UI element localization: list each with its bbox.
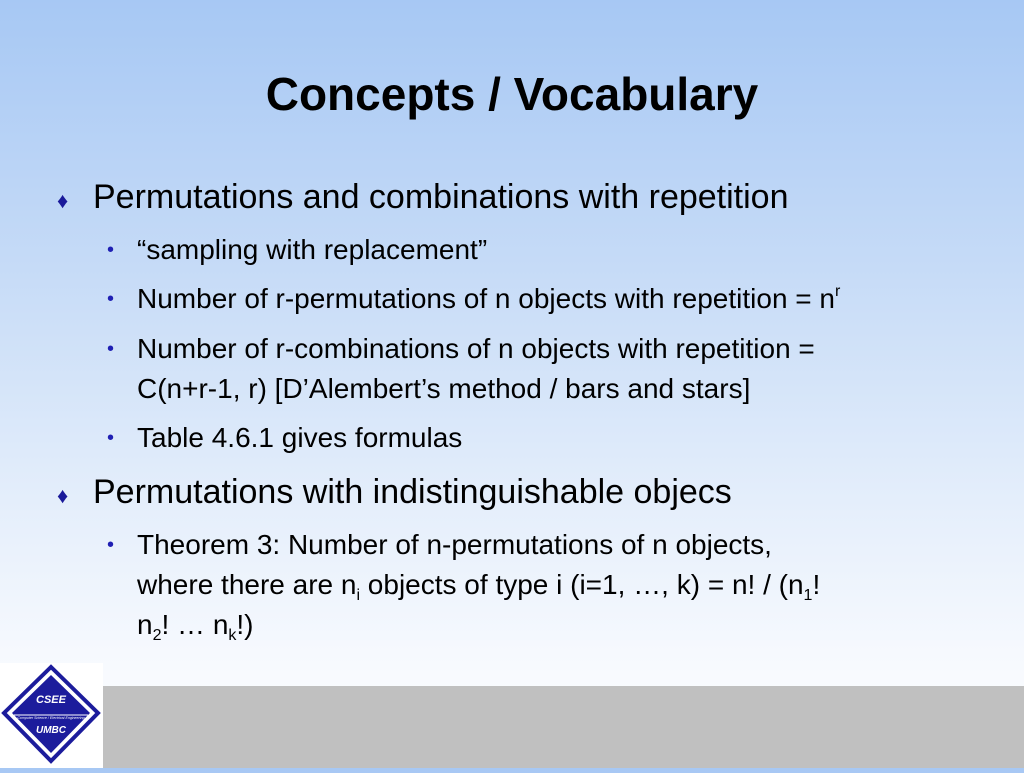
- sub-bullet-text: “sampling with replacement”: [137, 234, 488, 265]
- bullet-1: [57, 177, 993, 217]
- theorem-line-1: Theorem 3: Number of n-permutations of n objects,: [137, 529, 772, 560]
- theorem-text: n: [137, 609, 153, 640]
- sub-bullet-text: Table 4.6.1 gives formulas: [137, 422, 463, 453]
- dot-bullet-icon: •: [107, 427, 115, 449]
- theorem-text: where there are n: [137, 569, 357, 600]
- dot-bullet-icon: •: [107, 534, 115, 556]
- slide-title: Concepts / Vocabulary: [265, 68, 759, 120]
- sub-bullet-2: [107, 279, 977, 319]
- theorem-text: objects of type i (i=1, …, k) = n! / (n: [360, 569, 804, 600]
- theorem-line-2: [137, 569, 821, 604]
- bullet-2: [57, 472, 993, 512]
- logo-top-text: CSEE: [36, 694, 66, 706]
- logo-middle-text: Computer Science / Electrical Engineering: [17, 716, 85, 720]
- superscript-r: r: [835, 283, 841, 300]
- csee-umbc-logo: [0, 663, 103, 768]
- bullet-2-text: Permutations with indistinguishable objecs: [93, 473, 732, 511]
- dot-bullet-icon: •: [107, 239, 115, 261]
- logo-diamond-icon: [0, 663, 103, 768]
- dot-bullet-icon: •: [107, 288, 115, 310]
- subscript-1: 1: [803, 587, 813, 604]
- sub-bullet-3: [107, 329, 977, 409]
- sub-bullet-theorem: [107, 525, 977, 645]
- subscript-k: k: [228, 627, 237, 644]
- sub-bullet-text-cont: C(n+r-1, r) [D’Alembert’s method / bars and stars]: [137, 373, 751, 404]
- sub-bullet-4: [107, 418, 977, 458]
- sub-bullet-text: Number of r-permutations of n objects with repetition = n: [137, 283, 836, 314]
- subscript-i: i: [356, 587, 361, 604]
- footer-bar: [103, 686, 1024, 768]
- diamond-bullet-icon: ♦: [57, 483, 69, 508]
- diamond-bullet-icon: ♦: [57, 188, 69, 213]
- theorem-text: !): [236, 609, 254, 640]
- logo-bottom-text: UMBC: [36, 725, 66, 736]
- theorem-text: ! … n: [161, 609, 229, 640]
- theorem-line-3: [137, 609, 254, 644]
- bullet-1-text: Permutations and combinations with repetition: [93, 178, 789, 216]
- sub-bullet-1: [107, 230, 977, 270]
- subscript-2: 2: [152, 627, 162, 644]
- theorem-text: !: [812, 569, 821, 600]
- dot-bullet-icon: •: [107, 338, 115, 360]
- sub-bullet-text: Number of r-combinations of n objects with repetition =: [137, 333, 815, 364]
